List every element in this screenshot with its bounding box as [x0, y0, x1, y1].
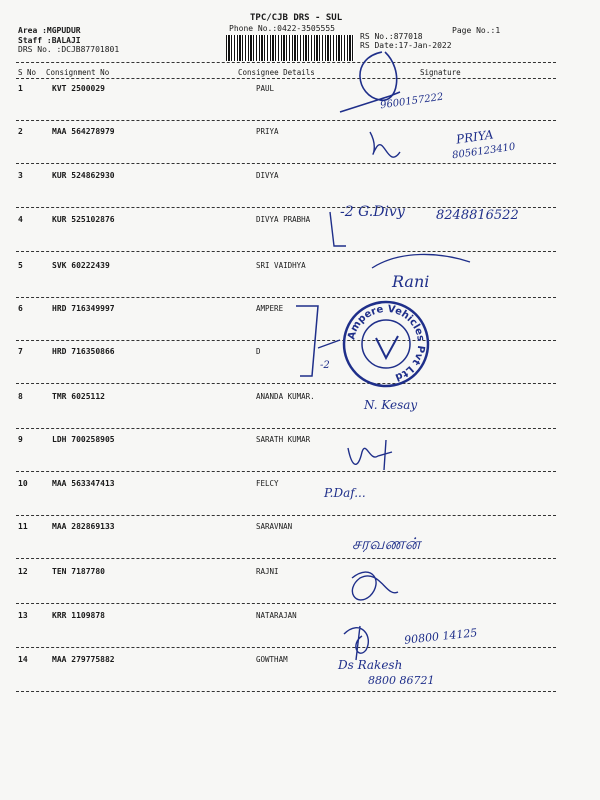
row-consignee-name: RAJNI [256, 567, 279, 576]
row-consignee-name: DIVYA PRABHA [256, 215, 311, 224]
handwritten-signature: சரவணன் [352, 534, 421, 553]
area-label: Area :MGPUDUR [18, 26, 81, 35]
row-consignment-number: LDH 700258905 [52, 435, 115, 444]
row-consignee-name: AMPERE [256, 304, 284, 313]
row-divider [16, 120, 556, 121]
row-divider [16, 515, 556, 516]
row-consignment-number: KVT 2500029 [52, 84, 105, 93]
divider [16, 78, 556, 79]
handwritten-signature: -2 G.Divy [340, 204, 405, 220]
col-header-signature: Signature [420, 68, 461, 77]
handwritten-phone: 9600157222 [379, 91, 445, 112]
row-serial-number: 2 [18, 127, 23, 136]
row-consignment-number: TMR 6025112 [52, 392, 105, 401]
rs-info [360, 32, 452, 50]
col-header-consignee: Consignee Details [238, 68, 315, 77]
row-consignment-number: KRR 1109878 [52, 611, 105, 620]
row-serial-number: 14 [18, 655, 28, 664]
row-serial-number: 11 [18, 522, 28, 531]
row-divider [16, 297, 556, 298]
row-divider [16, 428, 556, 429]
row-serial-number: 12 [18, 567, 28, 576]
handwritten-note: PRIYA [455, 127, 495, 147]
row-consignee-name: FELCY [256, 479, 279, 488]
document-title: TPC/CJB DRS - SUL [250, 13, 343, 23]
header-info [18, 26, 119, 55]
col-header-consignment: Consignment No [46, 68, 110, 77]
handwritten-phone: 8800 86721 [368, 674, 435, 687]
handwritten-signature: P.Daf... [324, 486, 366, 500]
row-divider [16, 340, 556, 341]
row-consignee-name: NATARAJAN [256, 611, 297, 620]
row-consignee-name: SRI VAIDHYA [256, 261, 306, 270]
row-consignment-number: SVK 60222439 [52, 261, 110, 270]
rs-date: RS Date:17-Jan-2022 [360, 41, 452, 50]
row-serial-number: 6 [18, 304, 23, 313]
row-divider [16, 558, 556, 559]
handwritten-signature: Rani [392, 272, 430, 291]
row-consignment-number: KUR 525102876 [52, 215, 115, 224]
row-divider [16, 471, 556, 472]
row-serial-number: 7 [18, 347, 23, 356]
row-consignment-number: MAA 563347413 [52, 479, 115, 488]
row-consignment-number: MAA 282869133 [52, 522, 115, 531]
handwritten-phone: 8248816522 [436, 208, 519, 223]
rs-number: RS No.:877018 [360, 32, 423, 41]
staff-label: Staff :BALAJI [18, 35, 81, 45]
row-divider [16, 383, 556, 384]
row-consignee-name: PRIYA [256, 127, 279, 136]
row-serial-number: 3 [18, 171, 23, 180]
divider [16, 62, 556, 63]
row-divider [16, 163, 556, 164]
handwritten-phone: 8056123410 [451, 141, 517, 162]
handwritten-signature: N. Kesay [364, 398, 418, 412]
row-consignee-name: GOWTHAM [256, 655, 288, 664]
handwritten-signature: Ds Rakesh [338, 658, 403, 672]
row-serial-number: 9 [18, 435, 23, 444]
row-divider [16, 251, 556, 252]
row-consignee-name: ANANDA KUMAR. [256, 392, 315, 401]
row-serial-number: 8 [18, 392, 23, 401]
row-consignment-number: MAA 564278979 [52, 127, 115, 136]
col-header-sno: S No [18, 68, 37, 77]
row-serial-number: 5 [18, 261, 23, 270]
row-consignment-number: TEN 7187780 [52, 567, 105, 576]
company-stamp [342, 300, 430, 388]
handwritten-mark: -2 [320, 360, 330, 371]
drs-number: DRS No. :DCJB87701801 [18, 45, 120, 54]
stamp-text: Ampere Vehicles Pvt Ltd [346, 303, 427, 383]
row-consignee-name: D [256, 347, 261, 356]
row-consignee-name: PAUL [256, 84, 275, 93]
page-number: Page No.:1 [452, 26, 501, 35]
row-serial-number: 13 [18, 611, 28, 620]
row-serial-number: 10 [18, 479, 28, 488]
row-consignment-number: HRD 716349997 [52, 304, 115, 313]
row-consignee-name: SARAVNAN [256, 522, 293, 531]
row-consignment-number: KUR 524862930 [52, 171, 115, 180]
row-consignment-number: MAA 279775882 [52, 655, 115, 664]
row-consignment-number: HRD 716350866 [52, 347, 115, 356]
row-consignee-name: SARATH KUMAR [256, 435, 311, 444]
row-serial-number: 1 [18, 84, 23, 93]
row-consignee-name: DIVYA [256, 171, 279, 180]
handwritten-phone: 90800 14125 [403, 626, 478, 647]
svg-text:Ampere Vehicles Pvt Ltd [346, 304, 426, 383]
phone-number: Phone No.:0422-3505555 [229, 24, 335, 33]
barcode [226, 35, 354, 61]
row-divider [16, 691, 556, 692]
row-divider [16, 603, 556, 604]
row-divider [16, 647, 556, 648]
row-serial-number: 4 [18, 215, 23, 224]
